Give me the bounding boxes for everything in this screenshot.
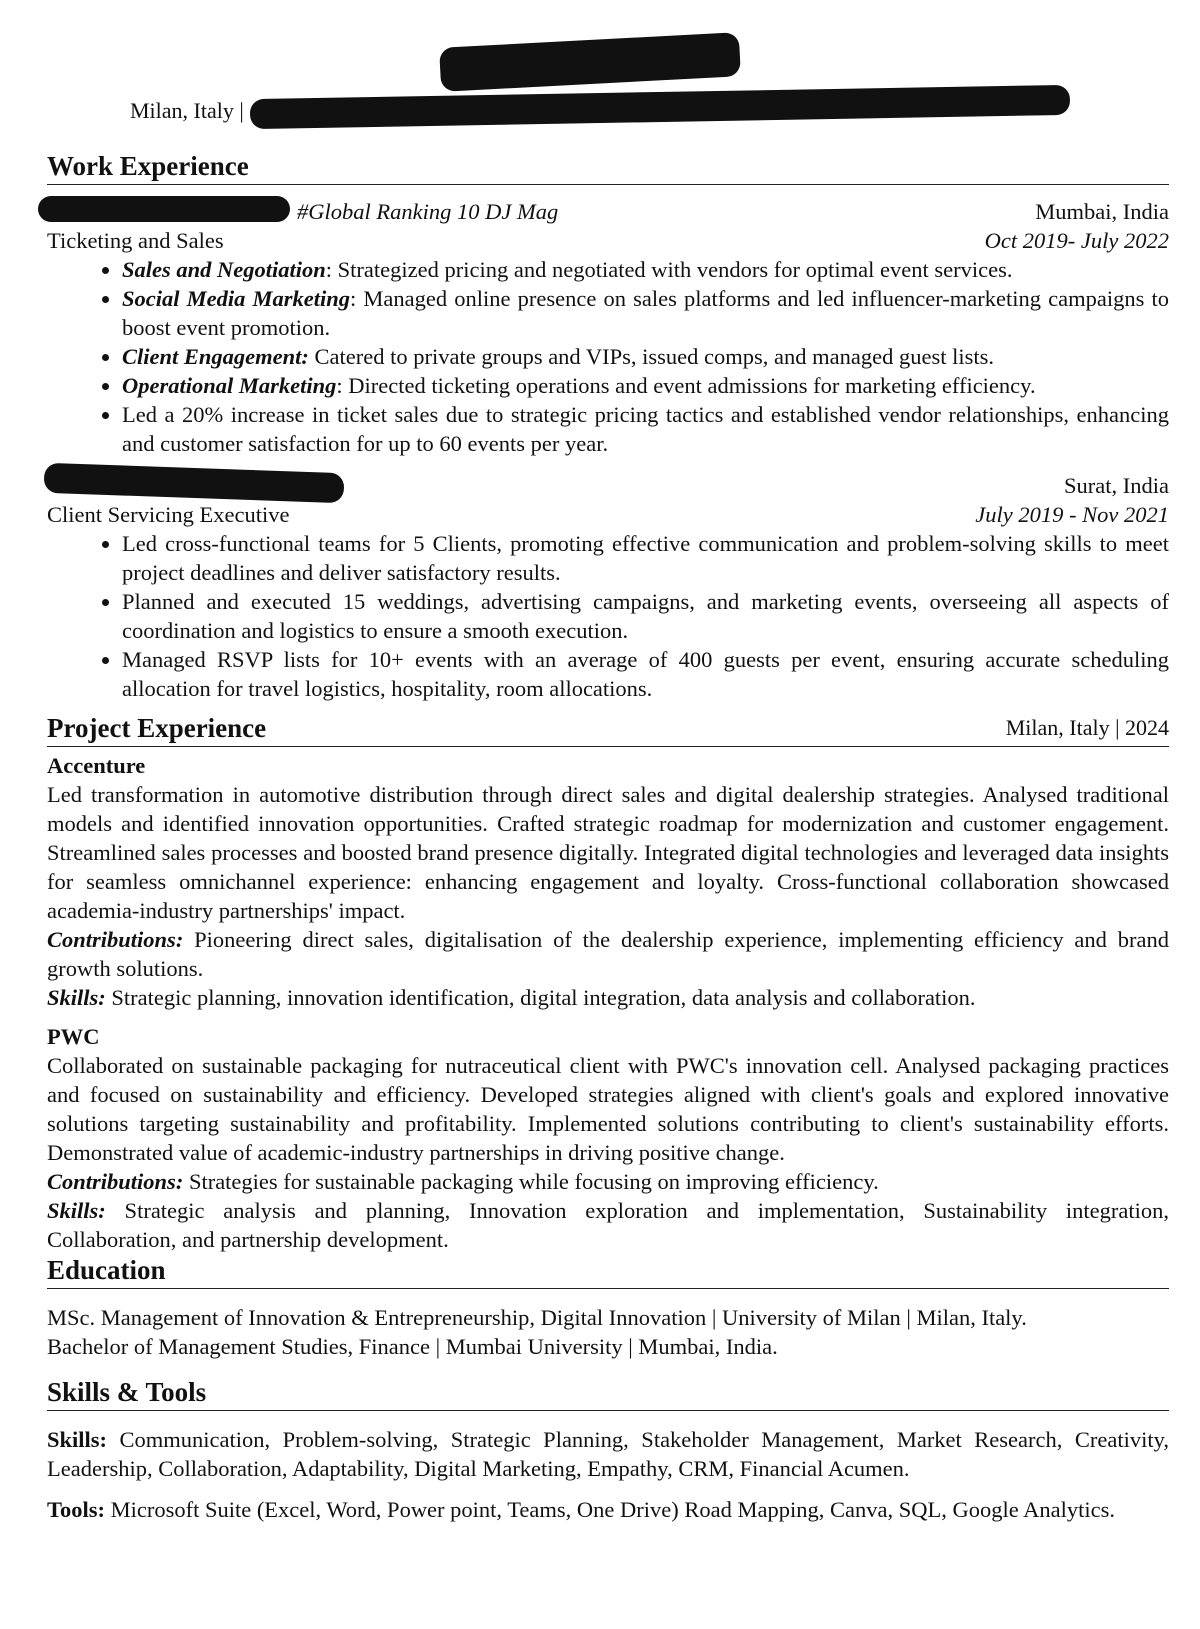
job1-dates: Oct 2019- July 2022 [984,228,1169,253]
job1-header [47,197,1169,226]
job2-dates: July 2019 - Nov 2021 [975,502,1169,527]
tools-text: Microsoft Suite (Excel, Word, Power point, Teams, One Drive) Road Mapping, Canva, SQL, Google Analytics. [104,1497,1115,1522]
skills-label: Skills: [47,1198,106,1223]
job2-bullets [47,529,1169,703]
work-experience-section [47,150,1169,703]
skills-tools-title: Skills & Tools [47,1376,1169,1411]
tools-paragraph [47,1495,1169,1524]
education-title: Education [47,1254,1169,1289]
job1-role-row [47,226,1169,255]
bullet-text: Strategized pricing and negotiated with vendors for optimal event services. [332,257,1013,282]
job2-location: Surat, India [1064,473,1169,498]
contrib-label: Contributions: [47,1169,184,1194]
job1-bullet [122,284,1169,342]
job2-bullet: • Led cross-functional teams for 5 Clients, promoting effective communication and problem-solving skills to meet project deadlines and deliver satisfactory results. [122,529,1169,587]
skills-paragraph [47,1425,1169,1483]
job2-role: Client Servicing Executive [47,502,290,527]
project-experience-meta: Milan, Italy | 2024 [1005,715,1169,740]
education-line: Bachelor of Management Studies, Finance | Mumbai University | Mumbai, India. [47,1334,778,1359]
job2-bullet: • Managed RSVP lists for 10+ events with an average of 400 guests per event, ensuring accurate scheduling allocation for travel logistics, hospitality, room allocations. [122,645,1169,703]
bullet-label: Client Engagement: [122,344,309,369]
skills-text: Strategic analysis and planning, Innovation exploration and implementation, Sustainability integration, Collaboration, and partnership development. [47,1198,1169,1252]
bullet-sep: : [336,373,343,398]
job2-bullet: • Planned and executed 15 weddings, advertising campaigns, and marketing events, overseeing all aspects of coordination and logistics to ensure a smooth execution. [122,587,1169,645]
job1-bullets [47,255,1169,458]
bullet-text: Directed ticketing operations and event admissions for marketing efficiency. [342,373,1036,398]
bullet-text: Catered to private groups and VIPs, issued comps, and managed guest lists. [308,344,994,369]
tools-label: Tools: [47,1497,105,1522]
skills-label: Skills: [47,1427,108,1452]
bullet-text: Managed online presence on sales platforms and led influencer-marketing campaigns to boost event promotion. [122,286,1169,340]
project2-skills [47,1196,1169,1254]
skills-text: Strategic planning, innovation identification, digital integration, data analysis and collaboration. [105,985,976,1010]
project1-name: Accenture [47,753,146,778]
job1-bullet [122,342,1169,371]
bullet-label: Sales and Negotiation [122,257,326,282]
redacted-name-mark [439,32,741,92]
bullet-label: Operational Marketing [122,373,337,398]
bullet-label: Social Media Marketing [122,286,351,311]
work-experience-title: Work Experience [47,150,1169,185]
education-section [47,1254,1169,1361]
contrib-text: Strategies for sustainable packaging while focusing on improving efficiency. [183,1169,879,1194]
job1-bullet: • Led a 20% increase in ticket sales due to strategic pricing tactics and established vendor relationships, enhancing and customer satisfaction for up to 60 events per year. [122,400,1169,458]
bullet-sep: : [325,257,333,282]
job1-org: #Global Ranking 10 DJ Mag [297,199,559,224]
redacted-contact-mark [250,85,1070,129]
skills-tools-section [47,1376,1169,1524]
job2-header [47,471,1169,500]
job2-org-redacted [47,471,53,500]
job1-bullet [122,255,1169,284]
skills-text: Communication, Problem-solving, Strategic Planning, Stakeholder Management, Market Research, Creativity, Leadership, Collaboration, Adaptability, Digital Marketing, Empathy, CRM, Financial Acumen. [47,1427,1169,1481]
job2-role-row [47,500,1169,529]
project2-contributions [47,1167,1169,1196]
bullet-sep: : [350,286,357,311]
project1-desc: Led transformation in automotive distribution through direct sales and digital dealership strategies. Analysed traditional models and identified innovation opportunities. Crafted strategic roadmap for modernization and customer engagement. Streamlined sales processes and boosted brand presence digitally. Integrated digital technologies and leveraged data insights for seamless omnichannel experience: enhancing engagement and loyalty. Cross-functional collaboration showcased academia-industry partnerships' impact. [47,782,1169,923]
job1-location: Mumbai, India [1035,199,1169,224]
project1-skills [47,983,1169,1012]
project1-contributions [47,925,1169,983]
job1-bullet [122,371,1169,400]
project2-desc: Collaborated on sustainable packaging for nutraceutical client with PWC's innovation cell. Analysed packaging practices and focused on sustainability and efficiency. Developed strategies aligned with client's goals and explored innovative solutions targeting sustainability and profitability. Implemented solutions contributing to client's sustainability efforts. Demonstrated value of academic-industry partnerships in driving positive change. [47,1053,1169,1165]
header-location: Milan, Italy | [130,98,244,123]
contrib-text: Pioneering direct sales, digitalisation of the dealership experience, implementing efficiency and brand growth solutions. [47,927,1169,981]
project-experience-header [47,712,1169,747]
project-experience-title: Project Experience [47,713,267,743]
project2-name: PWC [47,1024,100,1049]
job1-role: Ticketing and Sales [47,228,224,253]
skills-label: Skills: [47,985,106,1010]
education-line: MSc. Management of Innovation & Entrepreneurship, Digital Innovation | University of Milan | Milan, Italy. [47,1305,1027,1330]
project-experience-section [47,712,1169,1254]
contrib-label: Contributions: [47,927,184,952]
